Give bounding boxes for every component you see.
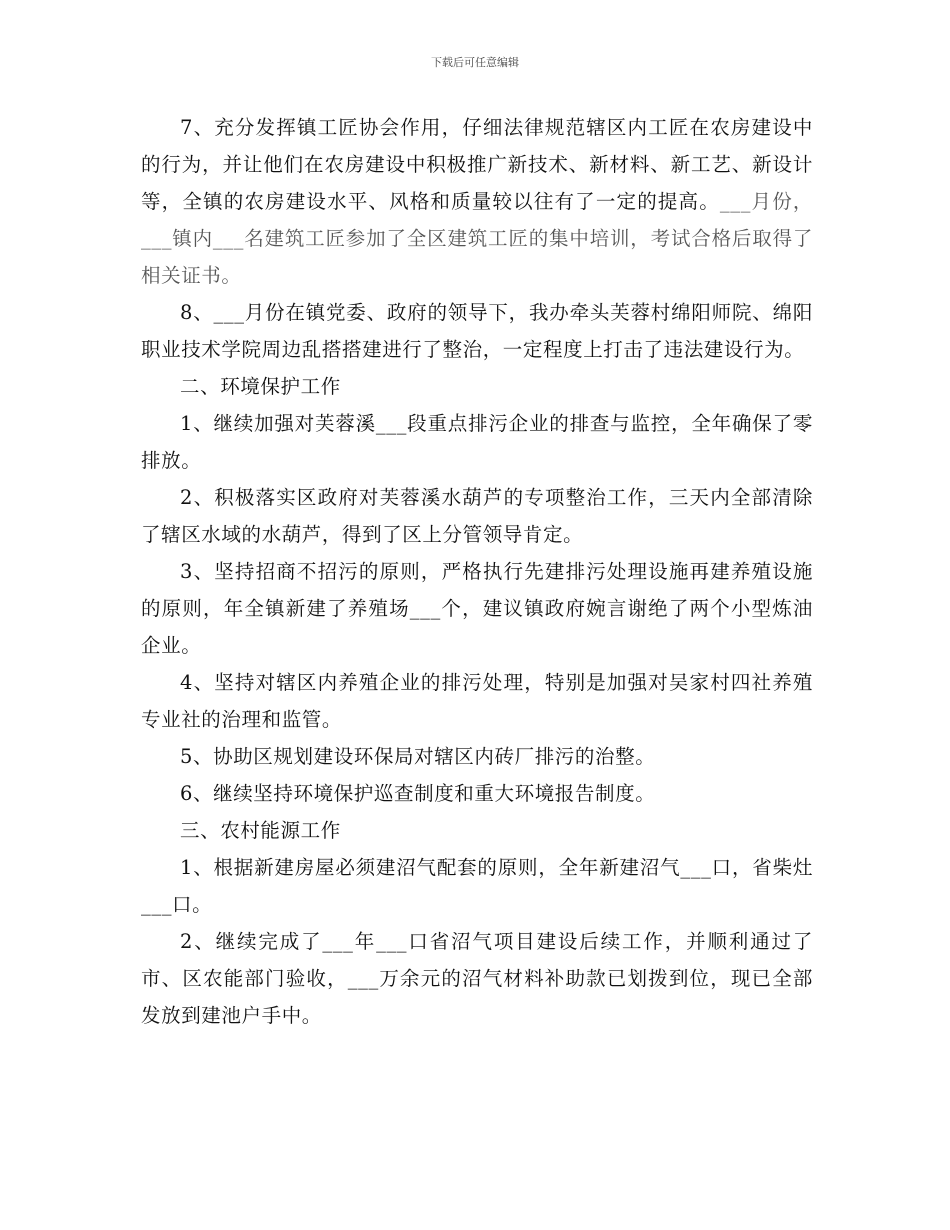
page-header-note: 下载后可任意编辑 [431,56,519,69]
paragraph-item-8: 8、___月份在镇党委、政府的领导下，我办牵头芙蓉村绵阳师院、绵阳职业技术学院周边乱搭搭建进行了整治，一定程度上打击了违法建设行为。 [141,301,813,361]
section-heading-energy: 三、农村能源工作 [180,819,341,842]
energy-item-2: 2、继续完成了___年___口省沼气项目建设后续工作，并顺利通过了市、区农能部门验收，___万余元的沼气材料补助款已划拨到位，现已全部发放到建池户手中。 [141,930,813,1027]
environment-item-5: 5、协助区规划建设环保局对辖区内砖厂排污的治整。 [180,745,656,768]
section-heading-environment: 二、环境保护工作 [180,375,341,398]
energy-item-1: 1、根据新建房屋必须建沼气配套的原则，全年新建沼气___口，省柴灶___口。 [141,856,813,916]
paragraph-item-7-main: 7、充分发挥镇工匠协会作用，仔细法律规范辖区内工匠在农房建设中的行为，并让他们在农房建设中积极推广新技术、新材料、新工艺、新设计等，全镇的农房建设水平、风格和质量较以往有了一定的提高。 [141,116,813,213]
environment-item-2: 2、积极落实区政府对芙蓉溪水葫芦的专项整治工作，三天内全部清除了辖区水域的水葫芦，得到了区上分管领导肯定。 [141,486,813,546]
paragraph-item-7 [141,109,813,294]
environment-item-6: 6、继续坚持环境保护巡查制度和重大环境报告制度。 [180,782,656,805]
document-body [141,109,813,1034]
environment-item-3: 3、坚持招商不招污的原则，严格执行先建排污处理设施再建养殖设施的原则，年全镇新建了养殖场___个，建议镇政府婉言谢绝了两个小型炼油企业。 [141,560,813,657]
paragraph-item-7-training: ___月份，___镇内___名建筑工匠参加了全区建筑工匠的集中培训，考试合格后取得了相关证书。 [141,190,813,287]
environment-item-1: 1、继续加强对芙蓉溪___段重点排污企业的排查与监控，全年确保了零排放。 [141,412,813,472]
environment-item-4: 4、坚持对辖区内养殖企业的排污处理，特别是加强对吴家村四社养殖专业社的治理和监管。 [141,671,813,731]
